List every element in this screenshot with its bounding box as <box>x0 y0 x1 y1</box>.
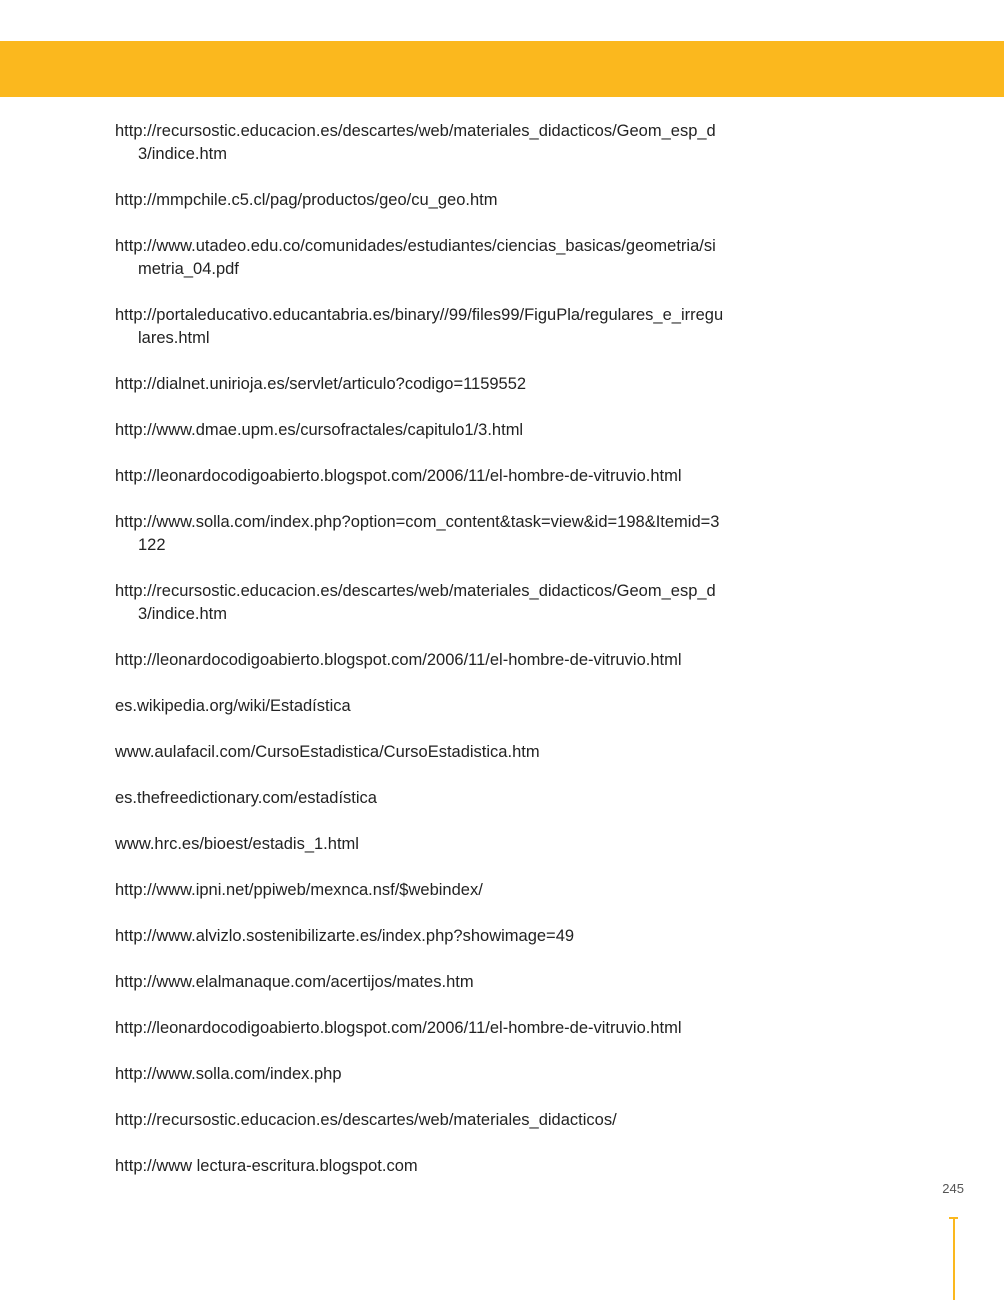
reference-link[interactable]: http://www.solla.com/index.php?option=com_content&task=view&id=198&Itemid=3122 <box>115 513 720 554</box>
reference-link[interactable]: http://portaleducativo.educantabria.es/binary//99/files99/FiguPla/regulares_e_irregulares.html <box>115 306 724 347</box>
reference-link[interactable]: http://mmpchile.c5.cl/pag/productos/geo/cu_geo.htm <box>115 191 498 209</box>
reference-link[interactable]: http://www.dmae.upm.es/cursofractales/capitulo1/3.html <box>115 421 524 439</box>
reference-link[interactable]: es.thefreedictionary.com/estadística <box>115 789 377 807</box>
margin-marker-line <box>953 1217 955 1300</box>
header-color-band <box>0 41 1004 97</box>
reference-link[interactable]: http://recursostic.educacion.es/descartes/web/materiales_didacticos/Geom_esp_d3/indice.htm <box>115 582 716 623</box>
reference-link[interactable]: http://www.utadeo.edu.co/comunidades/estudiantes/ciencias_basicas/geometria/simetria_04.pdf <box>115 237 716 278</box>
reference-link[interactable]: www.aulafacil.com/CursoEstadistica/CursoEstadistica.htm <box>115 743 540 761</box>
reference-link[interactable]: http://leonardocodigoabierto.blogspot.com/2006/11/el-hombre-de-vitruvio.html <box>115 651 682 669</box>
reference-link[interactable]: http://leonardocodigoabierto.blogspot.com/2006/11/el-hombre-de-vitruvio.html <box>115 1019 682 1037</box>
page-number: 245 <box>942 1181 964 1196</box>
reference-link[interactable]: http://www.alvizlo.sostenibilizarte.es/index.php?showimage=49 <box>115 927 575 945</box>
reference-link[interactable]: http://recursostic.educacion.es/descartes/web/materiales_didacticos/Geom_esp_d3/indice.htm <box>115 122 716 163</box>
reference-link[interactable]: http://recursostic.educacion.es/descartes/web/materiales_didacticos/ <box>115 1111 617 1129</box>
reference-link-list <box>115 120 725 1201</box>
reference-link[interactable]: es.wikipedia.org/wiki/Estadística <box>115 697 351 715</box>
reference-link[interactable]: http://www.ipni.net/ppiweb/mexnca.nsf/$webindex/ <box>115 881 483 899</box>
reference-link[interactable]: http://leonardocodigoabierto.blogspot.com/2006/11/el-hombre-de-vitruvio.html <box>115 467 682 485</box>
reference-link[interactable]: www.hrc.es/bioest/estadis_1.html <box>115 835 359 853</box>
reference-link[interactable]: http://dialnet.unirioja.es/servlet/articulo?codigo=1159552 <box>115 375 527 393</box>
reference-link[interactable]: http://www.solla.com/index.php <box>115 1065 342 1083</box>
reference-link[interactable]: http://www.elalmanaque.com/acertijos/mates.htm <box>115 973 474 991</box>
reference-link[interactable]: http://www lectura-escritura.blogspot.com <box>115 1157 418 1175</box>
